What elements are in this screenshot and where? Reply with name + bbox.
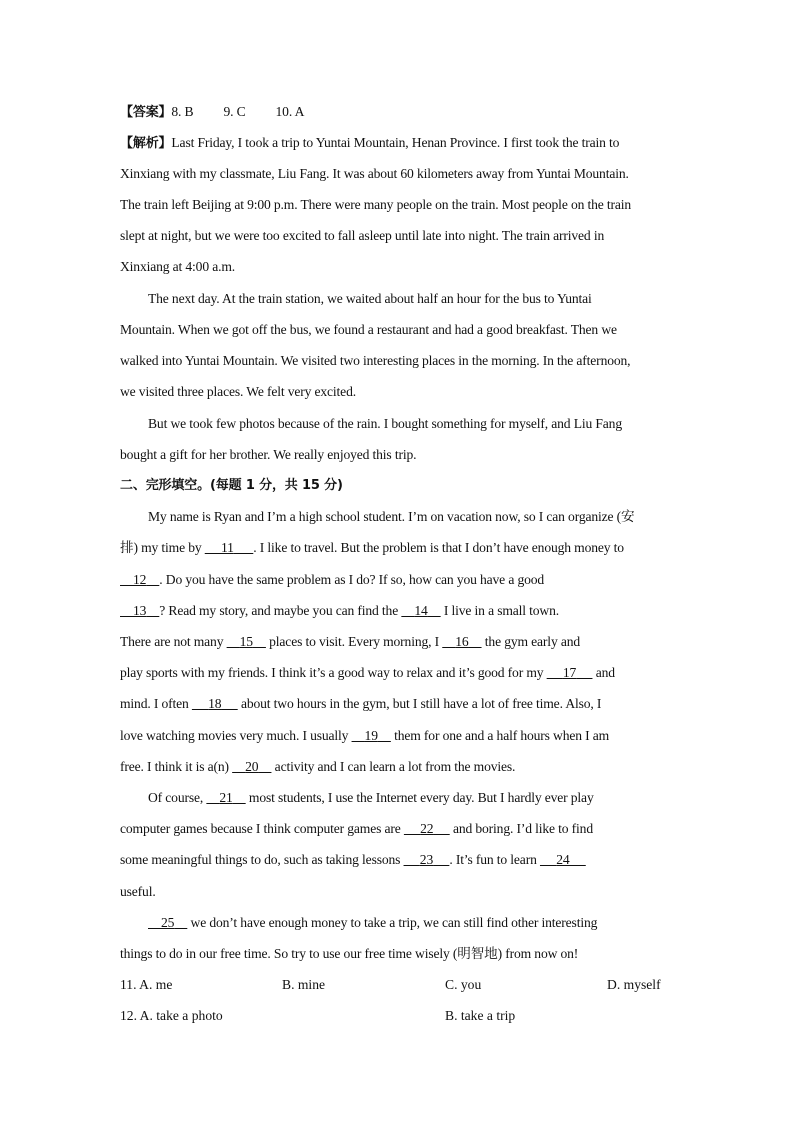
passage-line: Of course, 21 most students, I use the Internet every day. But I hardly ever play bbox=[148, 790, 594, 805]
answer-item: 10. A bbox=[275, 104, 305, 119]
blank-19[interactable]: 19 bbox=[364, 728, 378, 743]
passage-line: some meaningful things to do, such as taking lessons 23 . It’s fun to learn 24 bbox=[120, 850, 586, 870]
passage-line: My name is Ryan and I’m a high school student. I’m on vacation now, so I can organize (安 bbox=[148, 509, 635, 524]
passage-line: computer games because I think computer games are 22 and boring. I’d like to find bbox=[120, 821, 593, 836]
passage-line: There are not many 15 places to visit. Every morning, I 16 the gym early and bbox=[120, 634, 581, 649]
answer-item: 9. C bbox=[223, 104, 246, 119]
analysis-line: 【解析】Last Friday, I took a trip to Yuntai Mountain, Henan Province. I first took the train to bbox=[120, 135, 620, 151]
blank-15[interactable]: 15 bbox=[239, 634, 253, 649]
passage-line: 12 . Do you have the same problem as I do? If so, how can you have a good bbox=[120, 570, 544, 590]
question-11-option-b[interactable]: B. mine bbox=[282, 977, 326, 992]
blank-13[interactable]: 13 bbox=[133, 603, 147, 618]
analysis-line: Mountain. When we got off the bus, we found a restaurant and had a good breakfast. Then we bbox=[120, 322, 617, 337]
passage-line: play sports with my friends. I think it’s a good way to relax and it’s good for my 17 and bbox=[120, 665, 615, 680]
blank-22[interactable]: 22 bbox=[420, 821, 434, 836]
blank-20[interactable]: 20 bbox=[245, 759, 259, 774]
blank-17[interactable]: 17 bbox=[562, 665, 577, 680]
blank-18[interactable]: 18 bbox=[208, 696, 222, 711]
question-11-option-c[interactable]: C. you bbox=[445, 977, 482, 992]
analysis-line: But we took few photos because of the rain. I bought something for myself, and Liu Fang bbox=[148, 416, 622, 431]
blank-25[interactable]: 25 bbox=[161, 915, 175, 930]
analysis-line: slept at night, but we were too excited to fall asleep until late into night. The train arrived in bbox=[120, 228, 605, 243]
answer-line bbox=[120, 102, 304, 123]
answer-label: 【答案】 bbox=[120, 105, 172, 120]
section-heading: 二、完形填空。(每题 1 分，共 15 分) bbox=[120, 478, 343, 493]
question-12-option-a[interactable]: 12. A. take a photo bbox=[120, 1008, 223, 1023]
blank-24[interactable]: 24 bbox=[556, 852, 570, 867]
passage-line: 13 ? Read my story, and maybe you can find the 14 I live in a small town. bbox=[120, 601, 559, 621]
analysis-line: walked into Yuntai Mountain. We visited two interesting places in the morning. In the afternoon, bbox=[120, 353, 631, 368]
analysis-line: we visited three places. We felt very excited. bbox=[120, 384, 356, 399]
passage-line: things to do in our free time. So try to use our free time wisely (明智地) from now on! bbox=[120, 946, 579, 961]
analysis-line: bought a gift for her brother. We really enjoyed this trip. bbox=[120, 447, 417, 462]
blank-21[interactable]: 21 bbox=[219, 790, 233, 805]
analysis-line: The train left Beijing at 9:00 p.m. There were many people on the train. Most people on the train bbox=[120, 197, 632, 212]
blank-11[interactable]: 11 bbox=[221, 540, 234, 555]
passage-line: love watching movies very much. I usually 19 them for one and a half hours when I am bbox=[120, 728, 610, 743]
analysis-line: Xinxiang at 4:00 a.m. bbox=[120, 259, 236, 274]
passage-line: mind. I often 18 about two hours in the gym, but I still have a lot of free time. Also, I bbox=[120, 696, 602, 711]
blank-14[interactable]: 14 bbox=[414, 603, 428, 618]
analysis-label: 【解析】 bbox=[120, 136, 172, 151]
passage-line: 25 we don’t have enough money to take a trip, we can still find other interesting bbox=[148, 913, 597, 933]
blank-23[interactable]: 23 bbox=[419, 852, 434, 867]
analysis-line: Xinxiang with my classmate, Liu Fang. It was about 60 kilometers away from Yuntai Mountain. bbox=[120, 166, 629, 181]
passage-line: 排) my time by 11 . I like to travel. But the problem is that I don’t have enough money to bbox=[120, 540, 624, 555]
question-11-option-d[interactable]: D. myself bbox=[607, 977, 661, 992]
passage-line: free. I think it is a(n) 20 activity and I can learn a lot from the movies. bbox=[120, 759, 516, 774]
passage-line: useful. bbox=[120, 884, 156, 899]
blank-12[interactable]: 12 bbox=[133, 572, 147, 587]
blank-16[interactable]: 16 bbox=[455, 634, 469, 649]
analysis-line: The next day. At the train station, we waited about half an hour for the bus to Yuntai bbox=[148, 291, 592, 306]
question-11-option-a[interactable]: 11. A. me bbox=[120, 977, 173, 992]
question-12-option-b[interactable]: B. take a trip bbox=[445, 1008, 516, 1023]
answer-item: 8. B bbox=[171, 104, 194, 119]
